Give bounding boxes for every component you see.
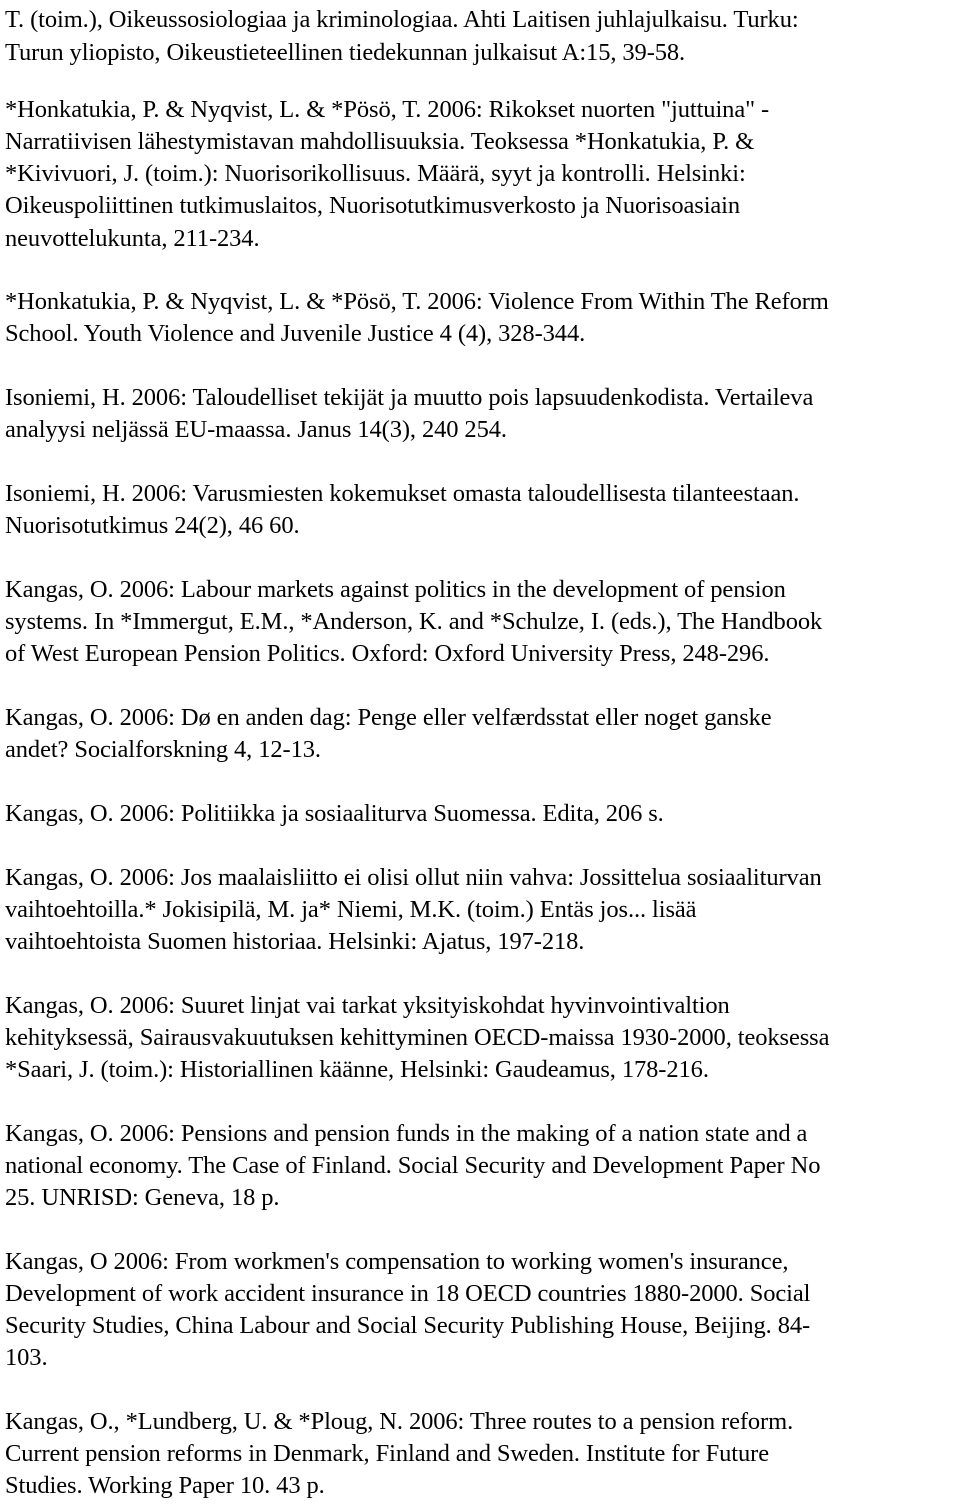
reference-text-line: Kangas, O., *Lundberg, U. & *Ploug, N. 2006: Three routes to a pension reform. xyxy=(5,1408,794,1435)
reference-text-line: neuvottelukunta, 211-234. xyxy=(5,225,260,252)
reference-text-line: School. Youth Violence and Juvenile Justice 4 (4), 328-344. xyxy=(5,320,586,347)
reference-text-line: Kangas, O. 2006: Dø en anden dag: Penge eller velfærdsstat eller noget ganske xyxy=(5,704,772,731)
reference-text-line: systems. In *Immergut, E.M., *Anderson, K. and *Schulze, I. (eds.), The Handbook xyxy=(5,608,823,635)
reference-text-line: Development of work accident insurance in 18 OECD countries 1880-2000. Social xyxy=(5,1280,811,1307)
reference-text-line: andet? Socialforskning 4, 12-13. xyxy=(5,736,321,763)
reference-text-line: national economy. The Case of Finland. Social Security and Development Paper No xyxy=(5,1152,821,1179)
reference-text-line: Isoniemi, H. 2006: Varusmiesten kokemukset omasta taloudellisesta tilanteestaan. xyxy=(5,480,800,507)
reference-text-line: analyysi neljässä EU-maassa. Janus 14(3), 240 254. xyxy=(5,416,507,443)
reference-text-line: Nuorisotutkimus 24(2), 46 60. xyxy=(5,512,300,539)
reference-text-line: Current pension reforms in Denmark, Finland and Sweden. Institute for Future xyxy=(5,1440,769,1467)
reference-text-line: Turun yliopisto, Oikeustieteellinen tiedekunnan julkaisut A:15, 39-58. xyxy=(5,39,686,66)
reference-text-line: vaihtoehtoilla.* Jokisipilä, M. ja* Niemi, M.K. (toim.) Entäs jos... lisää xyxy=(5,896,697,923)
reference-text-line: Kangas, O. 2006: Labour markets against politics in the development of pension xyxy=(5,576,786,603)
reference-text-line: of West European Pension Politics. Oxford: Oxford University Press, 248-296. xyxy=(5,640,770,667)
reference-text-line: Oikeuspoliittinen tutkimuslaitos, Nuorisotutkimusverkosto ja Nuorisoasiain xyxy=(5,192,741,219)
reference-text-line: 103. xyxy=(5,1344,48,1371)
reference-text-line: Studies. Working Paper 10. 43 p. xyxy=(5,1472,325,1499)
reference-text-line: vaihtoehtoista Suomen historiaa. Helsinki: Ajatus, 197-218. xyxy=(5,928,585,955)
reference-text-line: *Kivivuori, J. (toim.): Nuorisorikollisuus. Määrä, syyt ja kontrolli. Helsinki: xyxy=(5,160,746,187)
reference-text-line: *Saari, J. (toim.): Historiallinen käänne, Helsinki: Gaudeamus, 178-216. xyxy=(5,1056,709,1083)
reference-text-line: Kangas, O. 2006: Politiikka ja sosiaaliturva Suomessa. Edita, 206 s. xyxy=(5,800,664,827)
reference-text-line: Kangas, O. 2006: Jos maalaisliitto ei olisi ollut niin vahva: Jossittelua sosiaaliturvan xyxy=(5,864,822,891)
reference-text-line: Narratiivisen lähestymistavan mahdollisuuksia. Teoksessa *Honkatukia, P. & xyxy=(5,128,755,155)
reference-text-line: Isoniemi, H. 2006: Taloudelliset tekijät ja muutto pois lapsuudenkodista. Vertaileva xyxy=(5,384,814,411)
reference-text-line: Kangas, O 2006: From workmen's compensation to working women's insurance, xyxy=(5,1248,789,1275)
reference-text-line: Security Studies, China Labour and Social Security Publishing House, Beijing. 84- xyxy=(5,1312,811,1339)
reference-text-line: *Honkatukia, P. & Nyqvist, L. & *Pösö, T. 2006: Rikokset nuorten "juttuina" - xyxy=(5,96,770,123)
reference-text-line: Kangas, O. 2006: Suuret linjat vai tarkat yksityiskohdat hyvinvointivaltion xyxy=(5,992,730,1019)
reference-text-line: *Honkatukia, P. & Nyqvist, L. & *Pösö, T. 2006: Violence From Within The Reform xyxy=(5,288,829,315)
reference-text-line: 25. UNRISD: Geneva, 18 p. xyxy=(5,1184,280,1211)
reference-text-line: kehityksessä, Sairausvakuutuksen kehittyminen OECD-maissa 1930-2000, teoksessa xyxy=(5,1024,830,1051)
reference-text-line: T. (toim.), Oikeussosiologiaa ja kriminologiaa. Ahti Laitisen juhlajulkaisu. Turku: xyxy=(5,6,799,33)
reference-text-line: Kangas, O. 2006: Pensions and pension funds in the making of a nation state and a xyxy=(5,1120,808,1147)
